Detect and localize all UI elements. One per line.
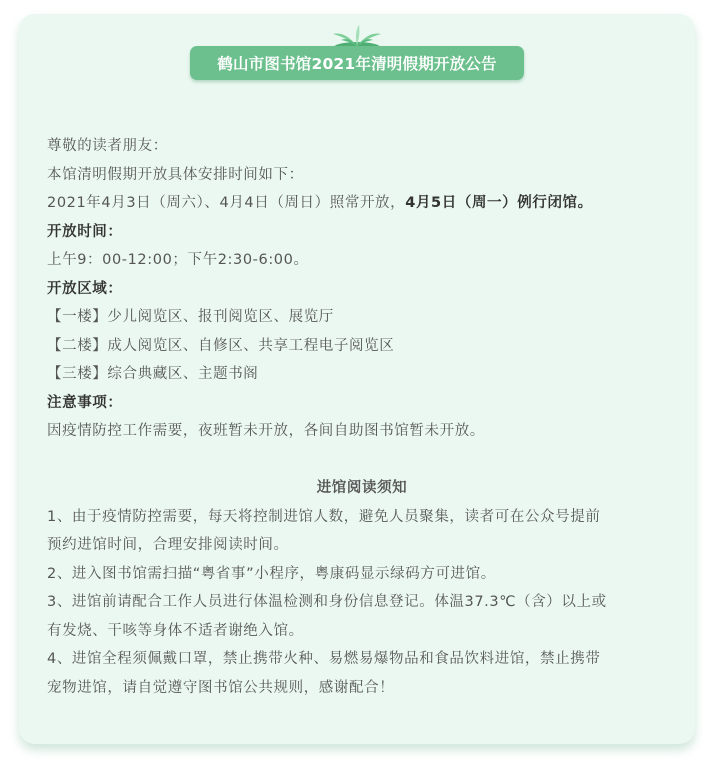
rule-4-line-2: 宠物进馆，请自觉遵守图书馆公共规则，感谢配合！: [47, 679, 395, 696]
rules-heading: 进馆阅读须知: [316, 480, 408, 496]
floor-2-line: 【二楼】成人阅览区、自修区、共享工程电子阅览区: [47, 337, 395, 354]
rule-2-line-1: 2、进入图书馆需扫描“粤省事”小程序，粤康码显示绿码方可进馆。: [47, 565, 496, 582]
open-hours-text: 上午9：00-12:00；下午2:30-6:00。: [47, 252, 309, 268]
floor-1-line: 【一楼】少儿阅览区、报刊阅览区、展览厅: [47, 309, 334, 325]
notice-body: [47, 132, 677, 702]
notice-title: 鹤山市图书馆2021年清明假期开放公告: [190, 46, 524, 80]
rule-1-line-2: 预约进馆时间，合理安排阅读时间。: [47, 537, 289, 553]
notes-text: 因疫情防控工作需要，夜班暂未开放，各间自助图书馆暂未开放。: [47, 423, 485, 439]
rule-1-line-1: 1、由于疫情防控需要，每天将控制进馆人数，避免人员聚集，读者可在公众号提前: [47, 508, 601, 525]
rule-3-line-1: 3、进馆前请配合工作人员进行体温检测和身份信息登记。体温37.3℃（含）以上或: [47, 594, 607, 610]
intro-line: 本馆清明假期开放具体安排时间如下：: [47, 166, 304, 183]
open-areas-heading: 开放区域：: [47, 280, 123, 297]
rule-4-line-1: 4、进馆全程须佩戴口罩，禁止携带火种、易燃易爆物品和食品饮料进馆，禁止携带: [47, 651, 601, 667]
section-spacer: [47, 446, 677, 475]
schedule-line: [47, 189, 677, 218]
greeting-line: 尊敬的读者朋友：: [47, 138, 168, 154]
notes-heading: 注意事项：: [47, 394, 123, 411]
schedule-closed: 4月5日（周一）例行闭馆。: [405, 195, 593, 211]
open-hours-heading: 开放时间：: [47, 223, 123, 240]
rule-3-line-2: 有发烧、干咳等身体不适者谢绝入馆。: [47, 622, 304, 639]
schedule-normal: 2021年4月3日（周六）、4月4日（周日）照常开放，: [47, 195, 406, 211]
floor-3-line: 【三楼】综合典藏区、主题书阁: [47, 366, 259, 382]
